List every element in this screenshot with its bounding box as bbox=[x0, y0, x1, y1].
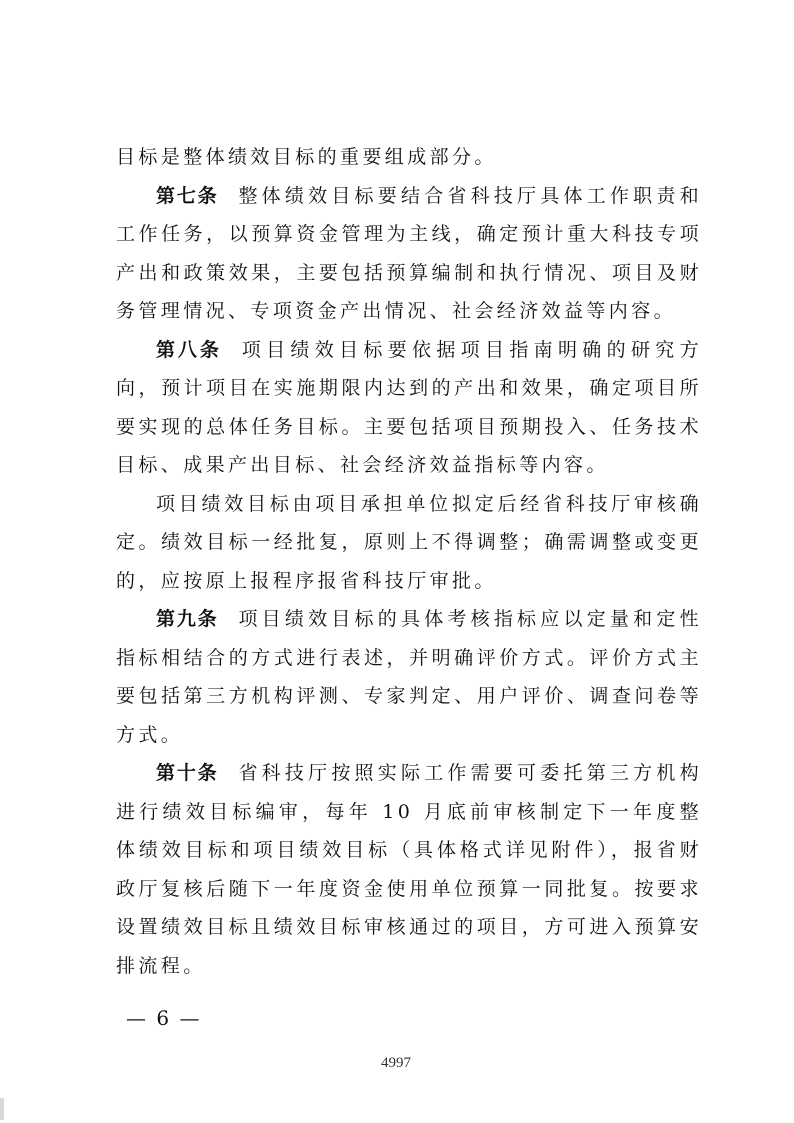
article-7 bbox=[116, 177, 702, 331]
article-title: 第七条 bbox=[156, 184, 219, 207]
article-10 bbox=[116, 754, 702, 985]
article-8 bbox=[116, 331, 702, 485]
document-body bbox=[116, 138, 702, 985]
paragraph-text: 省科技厅按照实际工作需要可委托第三方机构进行绩效目标编审，每年 10 月底前审核制定下一年度整体绩效目标和项目绩效目标（具体格式详见附件），报省财政厅复核后随下一年度资金使用单位预算一同批复。按要求设置绩效目标且绩效目标审核通过的项目，方可进入预算安排流程。 bbox=[116, 762, 702, 977]
article-title: 第十条 bbox=[156, 762, 219, 784]
paragraph-text: 项目绩效目标由项目承担单位拟定后经省科技厅审核确定。绩效目标一经批复，原则上不得调整；确需调整或变更的，应按原上报程序报省科技厅审批。 bbox=[116, 492, 702, 592]
paragraph-text: 目标是整体绩效目标的重要组成部分。 bbox=[116, 146, 497, 168]
scan-edge-mark bbox=[0, 1098, 4, 1120]
article-9 bbox=[116, 600, 702, 754]
footer-code: 4997 bbox=[381, 1055, 411, 1071]
article-title: 第九条 bbox=[156, 608, 219, 630]
paragraph-continuation bbox=[116, 138, 702, 177]
article-title: 第八条 bbox=[156, 338, 222, 361]
page-number: — 6 — bbox=[126, 1006, 202, 1030]
paragraph-text: 项目绩效目标的具体考核指标应以定量和定性指标相结合的方式进行表述，并明确评价方式。评价方式主要包括第三方机构评测、专家判定、用户评价、调查问卷等方式。 bbox=[116, 608, 702, 746]
article-8-supplement bbox=[116, 485, 702, 601]
paragraph-text: 整体绩效目标要结合省科技厅具体工作职责和工作任务，以预算资金管理为主线，确定预计重大科技专项产出和政策效果，主要包括预算编制和执行情况、项目及财务管理情况、专项资金产出情况、社会经济效益等内容。 bbox=[116, 184, 702, 322]
paragraph-text: 项目绩效目标要依据项目指南明确的研究方向，预计项目在实施期限内达到的产出和效果，确定项目所要实现的总体任务目标。主要包括项目预期投入、任务技术目标、成果产出目标、社会经济效益指标等内容。 bbox=[116, 338, 702, 476]
